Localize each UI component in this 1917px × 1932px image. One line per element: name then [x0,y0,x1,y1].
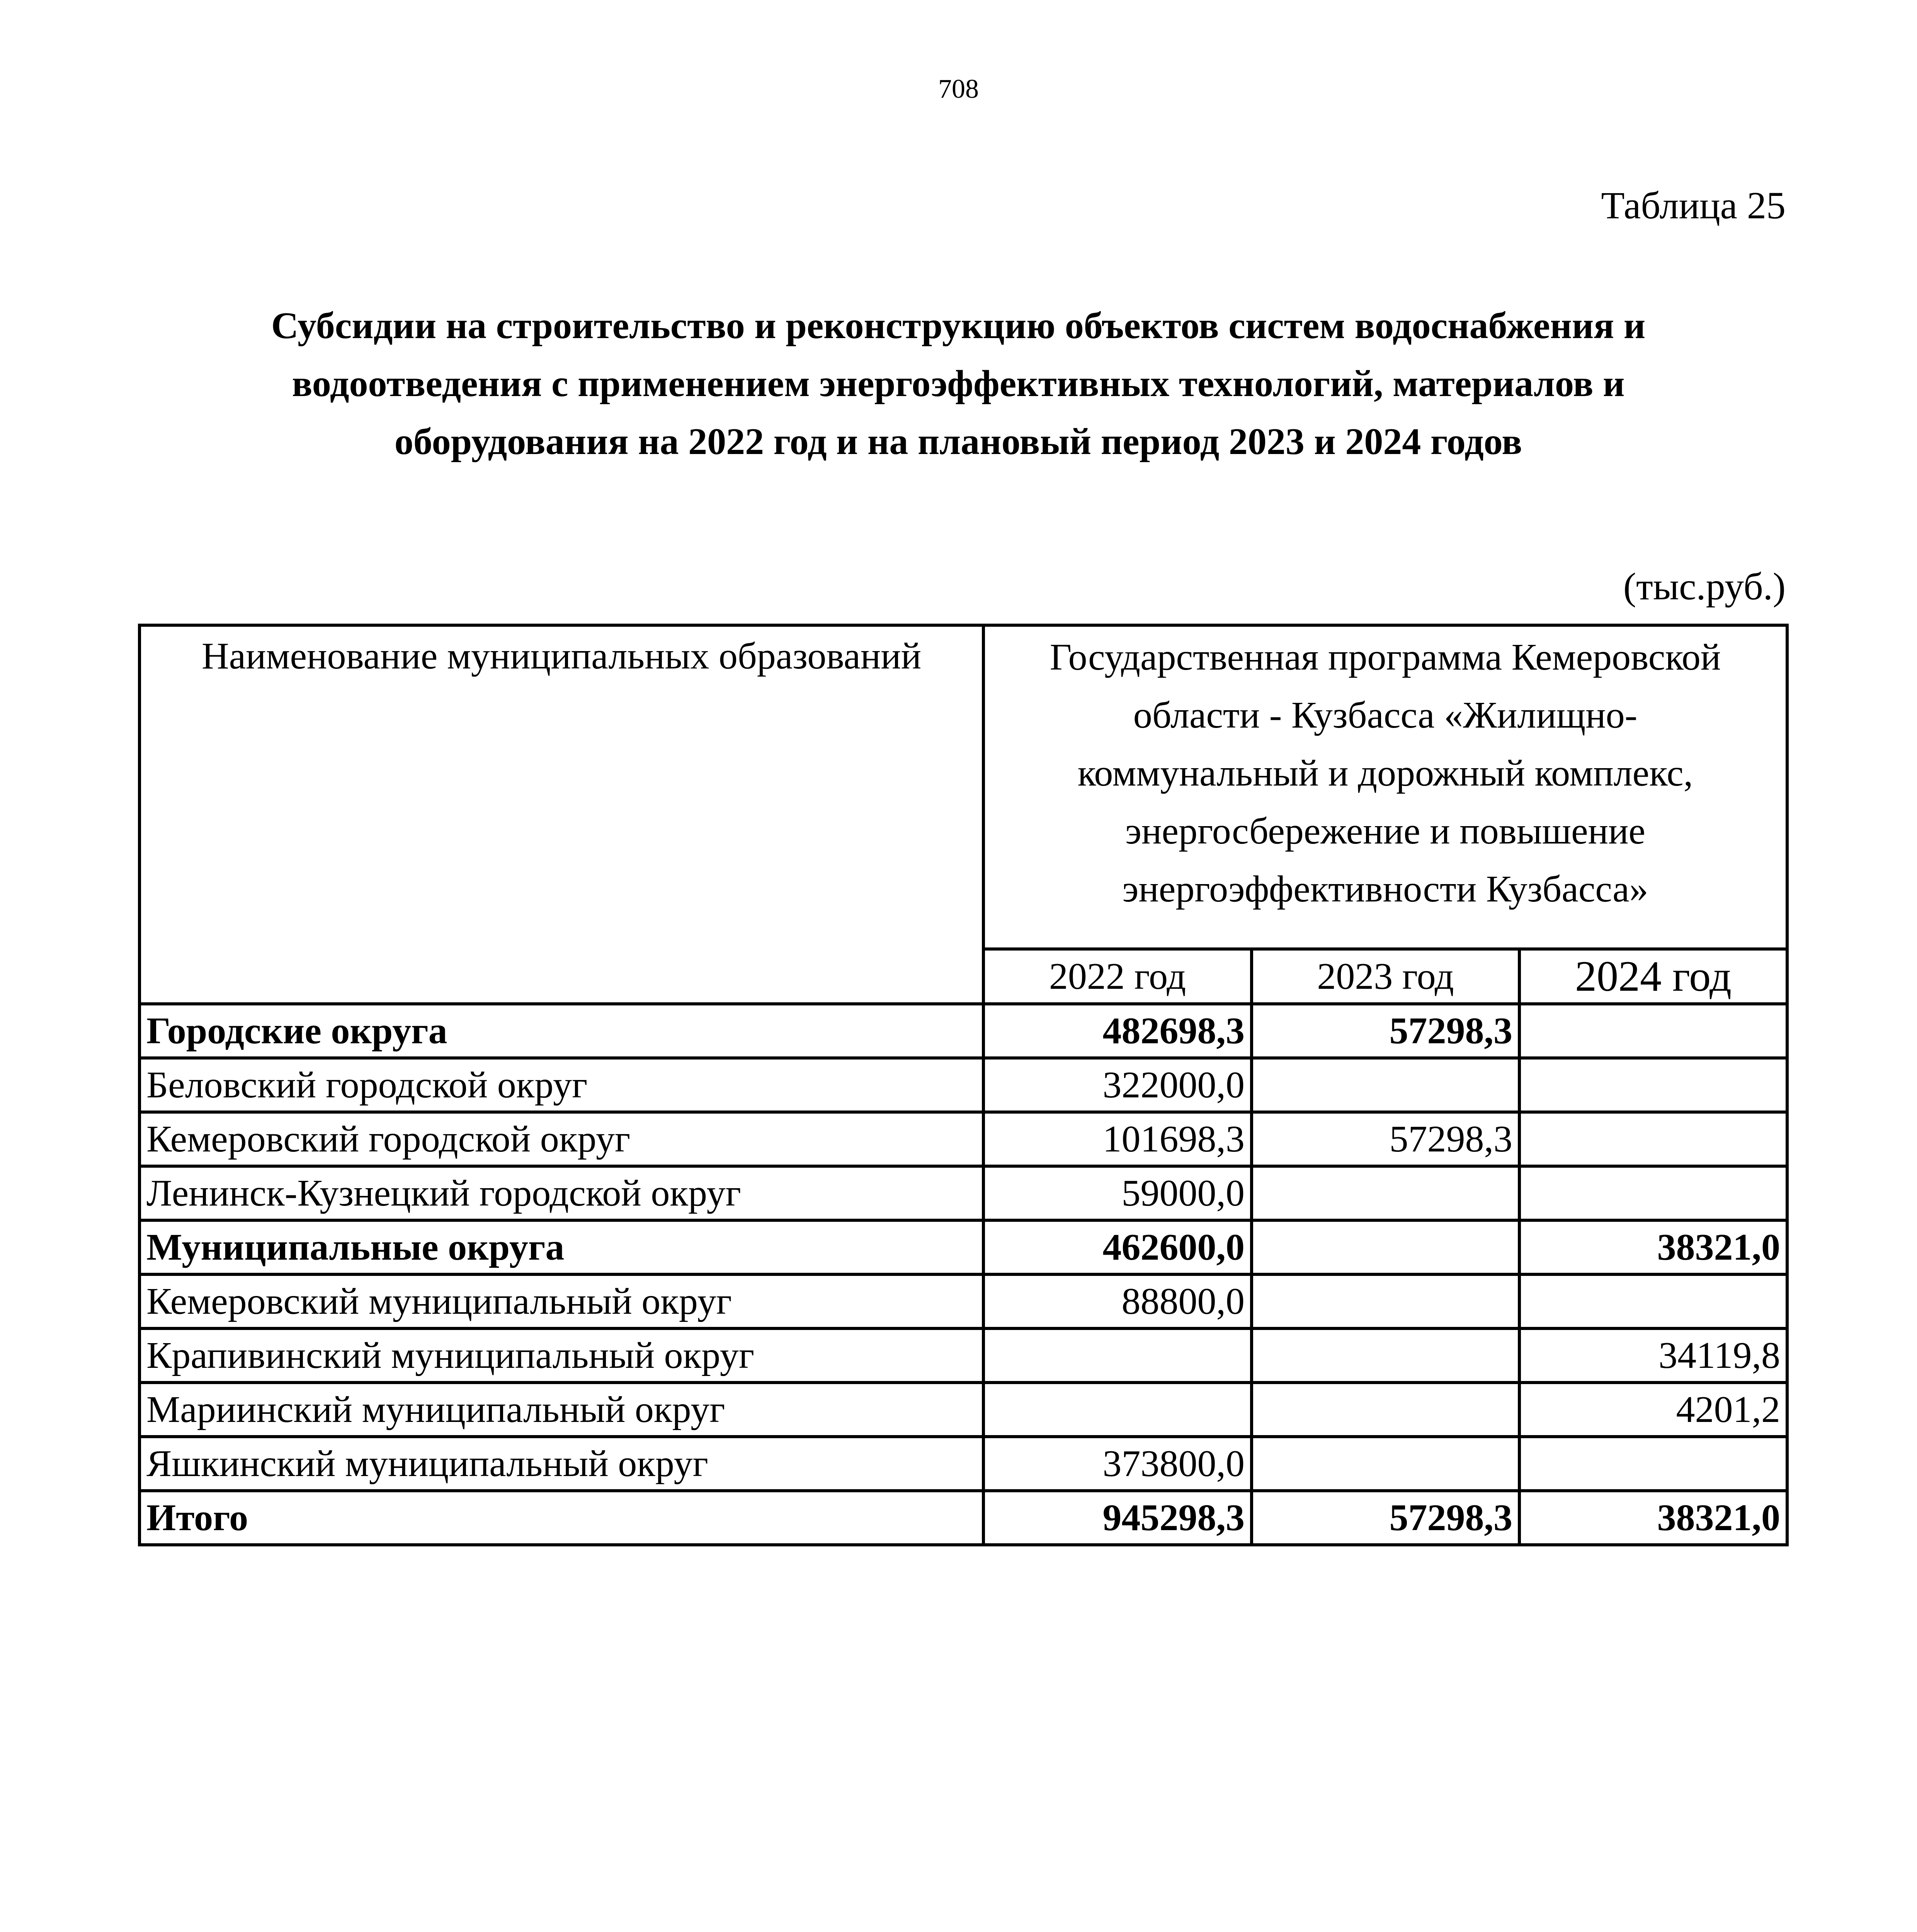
program-line: энергоэффективности Кузбасса» [1122,868,1648,910]
header-municipality-name: Наименование муниципальных образований [139,625,983,1004]
cell-value-2022: 482698,3 [983,1004,1252,1058]
subsidies-table [138,624,1789,1546]
table-row [139,1328,1787,1383]
cell-value-2022: 373800,0 [983,1437,1252,1491]
cell-value-2022: 322000,0 [983,1058,1252,1112]
table-row [139,1437,1787,1491]
cell-value-2023 [1252,1274,1519,1328]
title-line: Субсидии на строительство и реконструкцию объектов систем водоснабжения и [271,305,1646,347]
page-number: 708 [938,74,979,104]
cell-value-2023 [1252,1328,1519,1383]
cell-value-2023: 57298,3 [1252,1491,1519,1545]
cell-value-2024: 4201,2 [1519,1383,1787,1437]
cell-value-2023 [1252,1437,1519,1491]
title-line: водоотведения с применением энергоэффективных технологий, материалов и [292,363,1625,405]
cell-value-2022 [983,1383,1252,1437]
cell-value-2023 [1252,1383,1519,1437]
cell-value-2024 [1519,1166,1787,1220]
units-label: (тыс.руб.) [1623,565,1786,608]
table-row [139,1166,1787,1220]
cell-municipality-name: Городские округа [139,1004,983,1058]
cell-municipality-name: Муниципальные округа [139,1220,983,1274]
cell-value-2023: 57298,3 [1252,1004,1519,1058]
cell-value-2024: 34119,8 [1519,1328,1787,1383]
cell-value-2022: 59000,0 [983,1166,1252,1220]
table-row [139,1112,1787,1166]
header-year-2024: 2024 год [1519,949,1787,1004]
cell-municipality-name: Кемеровский муниципальный округ [139,1274,983,1328]
title-line: оборудования на 2022 год и на плановый период 2023 и 2024 годов [394,421,1522,463]
cell-value-2024: 38321,0 [1519,1220,1787,1274]
program-line: области - Кузбасса «Жилищно- [1133,694,1638,736]
table-row [139,1058,1787,1112]
cell-value-2022: 88800,0 [983,1274,1252,1328]
table-row [139,1383,1787,1437]
table-row-total [139,1220,1787,1274]
cell-municipality-name: Кемеровский городской округ [139,1112,983,1166]
cell-value-2024 [1519,1437,1787,1491]
cell-value-2023 [1252,1058,1519,1112]
table-row-total [139,1491,1787,1545]
program-line: коммунальный и дорожный комплекс, [1077,752,1693,794]
cell-value-2023: 57298,3 [1252,1112,1519,1166]
cell-value-2024 [1519,1058,1787,1112]
table-row-total [139,1004,1787,1058]
cell-value-2024 [1519,1004,1787,1058]
cell-municipality-name: Беловский городской округ [139,1058,983,1112]
header-year-2023: 2023 год [1252,949,1519,1004]
cell-municipality-name: Крапивинский муниципальный округ [139,1328,983,1383]
cell-value-2024 [1519,1112,1787,1166]
cell-value-2024: 38321,0 [1519,1491,1787,1545]
program-line: энергосбережение и повышение [1125,810,1646,852]
cell-municipality-name: Ленинск-Кузнецкий городской округ [139,1166,983,1220]
cell-value-2022: 462600,0 [983,1220,1252,1274]
cell-municipality-name: Мариинский муниципальный округ [139,1383,983,1437]
header-year-2022: 2022 год [983,949,1252,1004]
cell-value-2022: 945298,3 [983,1491,1252,1545]
table-body [139,1004,1787,1545]
cell-value-2022 [983,1328,1252,1383]
cell-value-2023 [1252,1220,1519,1274]
cell-municipality-name: Яшкинский муниципальный округ [139,1437,983,1491]
cell-value-2022: 101698,3 [983,1112,1252,1166]
cell-value-2023 [1252,1166,1519,1220]
header-state-program [983,625,1787,949]
program-line: Государственная программа Кемеровской [1050,636,1721,678]
document-title [155,297,1762,471]
cell-municipality-name: Итого [139,1491,983,1545]
table-label: Таблица 25 [1601,184,1786,227]
table-row [139,1274,1787,1328]
cell-value-2024 [1519,1274,1787,1328]
